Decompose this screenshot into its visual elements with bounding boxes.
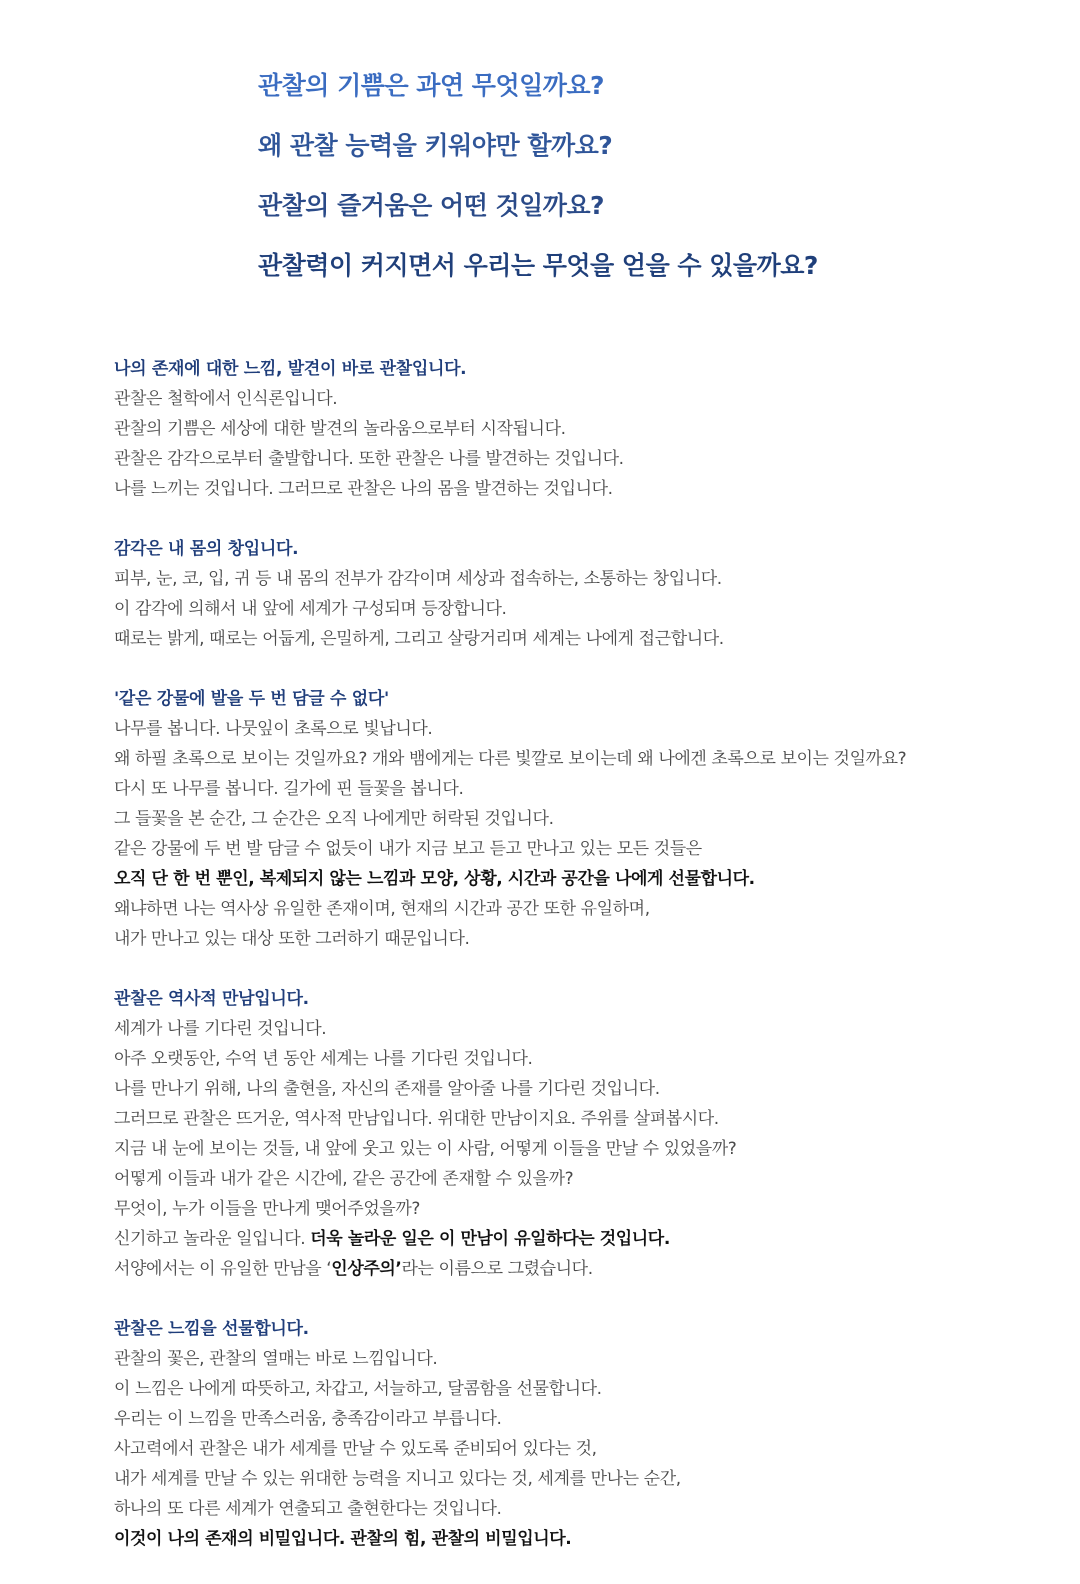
paragraph-line: 지금 내 눈에 보이는 것들, 내 앞에 웃고 있는 이 사람, 어떻게 이들을 만날 수 있었을까? <box>114 1139 737 1159</box>
normal-text: 신기하고 놀라운 일입니다. <box>114 1229 311 1249</box>
normal-text: 서양에서는 이 유일한 만남을 ‘ <box>114 1259 332 1279</box>
paragraph-line: 이 느낌은 나에게 따뜻하고, 차갑고, 서늘하고, 달콤함을 선물합니다. <box>114 1379 602 1399</box>
paragraph-line: 관찰은 철학에서 인식론입니다. <box>114 389 338 409</box>
paragraph-line: 어떻게 이들과 내가 같은 시간에, 같은 공간에 존재할 수 있을까? <box>114 1169 574 1189</box>
emphasis-text: 인상주의’ <box>331 1259 402 1279</box>
article-body <box>114 354 1054 1584</box>
question-1: 관찰의 기쁨은 과연 무엇일까요? <box>258 71 605 100</box>
emphasis-text: 더욱 놀라운 일은 이 만남이 유일하다는 것입니다. <box>310 1229 670 1249</box>
paragraph-line: 세계가 나를 기다린 것입니다. <box>114 1019 327 1039</box>
paragraph-line: 피부, 눈, 코, 입, 귀 등 내 몸의 전부가 감각이며 세상과 접속하는, 소통하는 창입니다. <box>114 569 722 589</box>
mixed-line <box>114 1224 1054 1254</box>
paragraph-line: 내가 만나고 있는 대상 또한 그러하기 때문입니다. <box>114 929 470 949</box>
paragraph-line: 사고력에서 관찰은 내가 세계를 만날 수 있도록 준비되어 있다는 것, <box>114 1439 597 1459</box>
emphasis-line: 이것이 나의 존재의 비밀입니다. 관찰의 힘, 관찰의 비밀입니다. <box>114 1529 572 1549</box>
paragraph-line: 내가 세계를 만날 수 있는 위대한 능력을 지니고 있다는 것, 세계를 만나는 순간, <box>114 1469 681 1489</box>
paragraph-line: 아주 오랫동안, 수억 년 동안 세계는 나를 기다린 것입니다. <box>114 1049 533 1069</box>
paragraph-line: 하나의 또 다른 세계가 연출되고 출현한다는 것입니다. <box>114 1499 502 1519</box>
paragraph-line: 나를 느끼는 것입니다. 그러므로 관찰은 나의 몸을 발견하는 것입니다. <box>114 479 613 499</box>
section-heading: 관찰은 느낌을 선물합니다. <box>114 1319 309 1339</box>
paragraph-line: 나무를 봅니다. 나뭇잎이 초록으로 빛납니다. <box>114 719 433 739</box>
normal-text: 라는 이름으로 그렸습니다. <box>401 1259 593 1279</box>
section-heading: 감각은 내 몸의 창입니다. <box>114 539 299 559</box>
question-3: 관찰의 즐거움은 어떤 것일까요? <box>258 191 605 220</box>
paragraph-line: 무엇이, 누가 이들을 만나게 맺어주었을까? <box>114 1199 421 1219</box>
section-heading: '같은 강물에 발을 두 번 담글 수 없다' <box>114 689 389 709</box>
paragraph-line: 관찰의 기쁨은 세상에 대한 발견의 놀라움으로부터 시작됩니다. <box>114 419 566 439</box>
section-heading: 나의 존재에 대한 느낌, 발견이 바로 관찰입니다. <box>114 359 467 379</box>
paragraph-line: 그 들꽃을 본 순간, 그 순간은 오직 나에게만 허락된 것입니다. <box>114 809 554 829</box>
section-encounter <box>114 984 1054 1284</box>
mixed-line <box>114 1254 1054 1284</box>
question-4: 관찰력이 커지면서 우리는 무엇을 얻을 수 있을까요? <box>258 251 818 280</box>
section-river <box>114 684 1054 954</box>
paragraph-line: 관찰은 감각으로부터 출발합니다. 또한 관찰은 나를 발견하는 것입니다. <box>114 449 624 469</box>
section-heading: 관찰은 역사적 만남입니다. <box>114 989 309 1009</box>
paragraph-line: 다시 또 나무를 봅니다. 길가에 핀 들꽃을 봅니다. <box>114 779 464 799</box>
paragraph-line: 왜냐하면 나는 역사상 유일한 존재이며, 현재의 시간과 공간 또한 유일하며, <box>114 899 650 919</box>
paragraph-line: 나를 만나기 위해, 나의 출현을, 자신의 존재를 알아줄 나를 기다린 것입니다. <box>114 1079 660 1099</box>
paragraph-line: 때로는 밝게, 때로는 어둡게, 은밀하게, 그리고 살랑거리며 세계는 나에게 접근합니다. <box>114 629 724 649</box>
paragraph-line: 이 감각에 의해서 내 앞에 세계가 구성되며 등장합니다. <box>114 599 507 619</box>
emphasis-line: 오직 단 한 번 뿐인, 복제되지 않는 느낌과 모양, 상황, 시간과 공간을 나에게 선물합니다. <box>114 869 755 889</box>
paragraph-line: 우리는 이 느낌을 만족스러움, 충족감이라고 부릅니다. <box>114 1409 502 1429</box>
section-feeling <box>114 1314 1054 1554</box>
section-discovery <box>114 354 1054 504</box>
paragraph-line: 관찰의 꽃은, 관찰의 열매는 바로 느낌입니다. <box>114 1349 438 1369</box>
paragraph-line: 그러므로 관찰은 뜨거운, 역사적 만남입니다. 위대한 만남이지요. 주위를 살펴봅시다. <box>114 1109 719 1129</box>
section-senses <box>114 534 1054 654</box>
paragraph-line: 왜 하필 초록으로 보이는 것일까요? 개와 뱀에게는 다른 빛깔로 보이는데 왜 나에겐 초록으로 보이는 것일까요? <box>114 749 907 769</box>
question-list <box>258 56 1058 296</box>
paragraph-line: 같은 강물에 두 번 발 담글 수 없듯이 내가 지금 보고 듣고 만나고 있는 모든 것들은 <box>114 839 702 859</box>
question-2: 왜 관찰 능력을 키워야만 할까요? <box>258 131 613 160</box>
